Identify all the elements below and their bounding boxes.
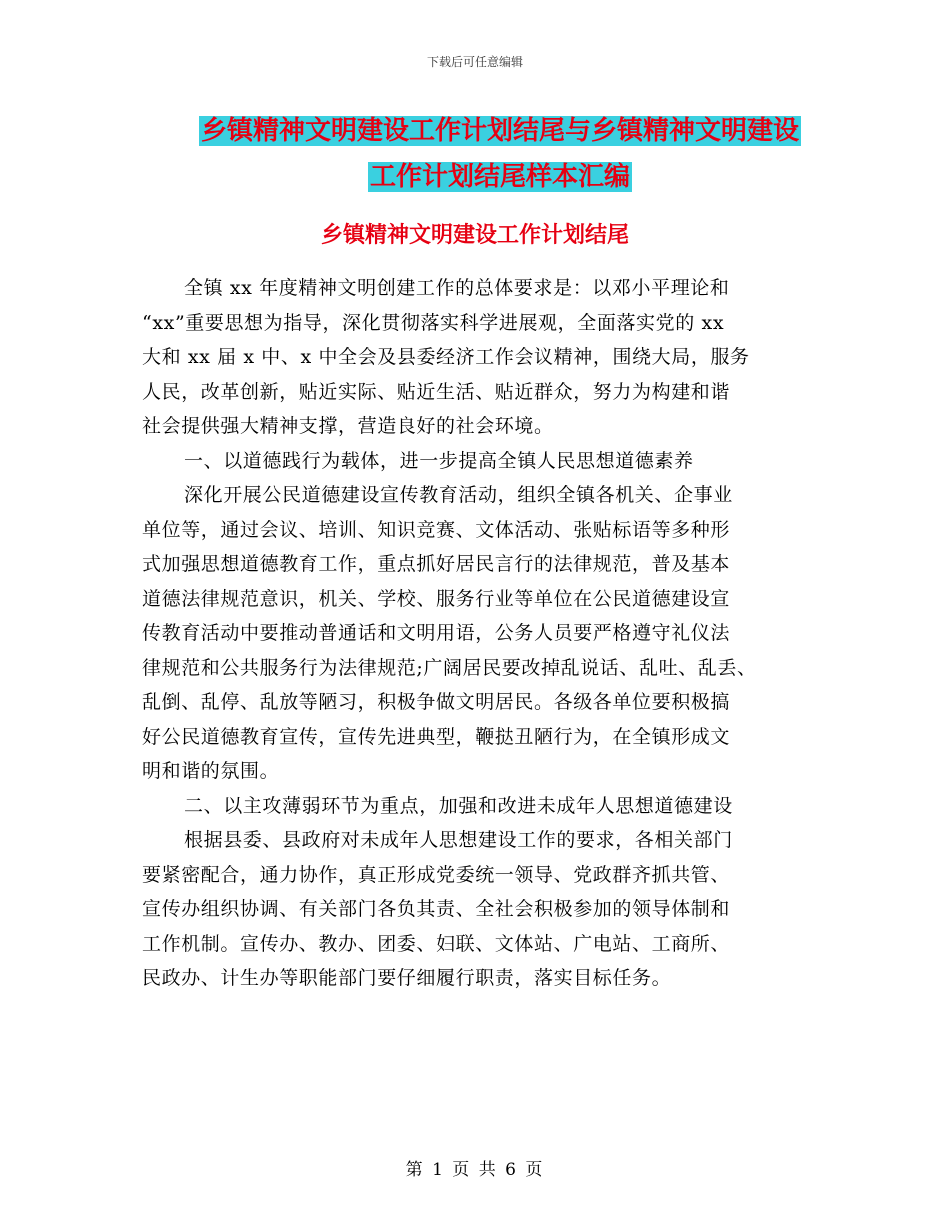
paragraph-line: 社会提供强大精神支撑，营造良好的社会环境。	[142, 415, 554, 437]
paragraph-line: 单位等，通过会议、培训、知识竞赛、文体活动、张贴标语等多种形	[142, 518, 731, 541]
paragraph-line: 全镇 xx 年度精神文明创建工作的总体要求是：以邓小平理论和	[184, 277, 730, 299]
paragraph-line: 宣传办组织协调、有关部门各负其责、全社会积极参加的领导体制和	[142, 898, 731, 920]
section-heading-line: 一、以道德践行为载体，进一步提高全镇人民思想道德素养	[184, 449, 694, 472]
paragraph-line: 民政办、计生办等职能部门要仔细履行职责，落实目标任务。	[142, 967, 672, 989]
paragraph-line: 道德法律规范意识，机关、学校、服务行业等单位在公民道德建设宣	[142, 587, 731, 610]
paragraph-line: 式加强思想道德教育工作，重点抓好居民言行的法律规范，普及基本	[142, 553, 731, 575]
document-title	[150, 108, 850, 200]
title-line-2: 工作计划结尾样本汇编	[369, 162, 630, 192]
paragraph-line: 明和谐的氛围。	[142, 760, 280, 782]
header-note: 下载后可任意编辑	[426, 55, 523, 69]
body-text	[142, 271, 822, 996]
paragraph-line: 人民，改革创新，贴近实际、贴近生活、贴近群众，努力为构建和谐	[142, 380, 731, 403]
section-title: 乡镇精神文明建设工作计划结尾	[320, 223, 629, 248]
paragraph-line: “xx”重要思想为指导，深化贯彻落实科学进展观，全面落实党的 xx	[142, 311, 725, 334]
paragraph-line: 好公民道德教育宣传，宣传先进典型，鞭挞丑陋行为，在全镇形成文	[142, 725, 731, 748]
paragraph-line: 传教育活动中要推动普通话和文明用语，公务人员要严格遵守礼仪法	[142, 622, 731, 644]
paragraph-line: 深化开展公民道德建设宣传教育活动，组织全镇各机关、企事业	[184, 484, 733, 506]
paragraph-line: 大和 xx 届 x 中、x 中全会及县委经济工作会议精神，围绕大局，服务	[142, 346, 750, 368]
section-heading-line: 二、以主攻薄弱环节为重点，加强和改进未成年人思想道德建设	[184, 794, 733, 817]
paragraph-line: 要紧密配合，通力协作，真正形成党委统一领导、党政群齐抓共管、	[142, 863, 731, 886]
page-footer: 第 1 页 共 6 页	[405, 1160, 545, 1180]
paragraph-line: 乱倒、乱停、乱放等陋习，积极争做文明居民。各级各单位要积极搞	[142, 691, 731, 713]
paragraph-line: 工作机制。宣传办、教办、团委、妇联、文体站、广电站、工商所、	[142, 932, 731, 955]
paragraph-line: 律规范和公共服务行为法律规范;广阔居民要改掉乱说话、乱吐、乱丢、	[142, 656, 757, 679]
title-line-1: 乡镇精神文明建设工作计划结尾与乡镇精神文明建设	[200, 116, 799, 146]
paragraph-line: 根据县委、县政府对未成年人思想建设工作的要求，各相关部门	[184, 829, 733, 851]
